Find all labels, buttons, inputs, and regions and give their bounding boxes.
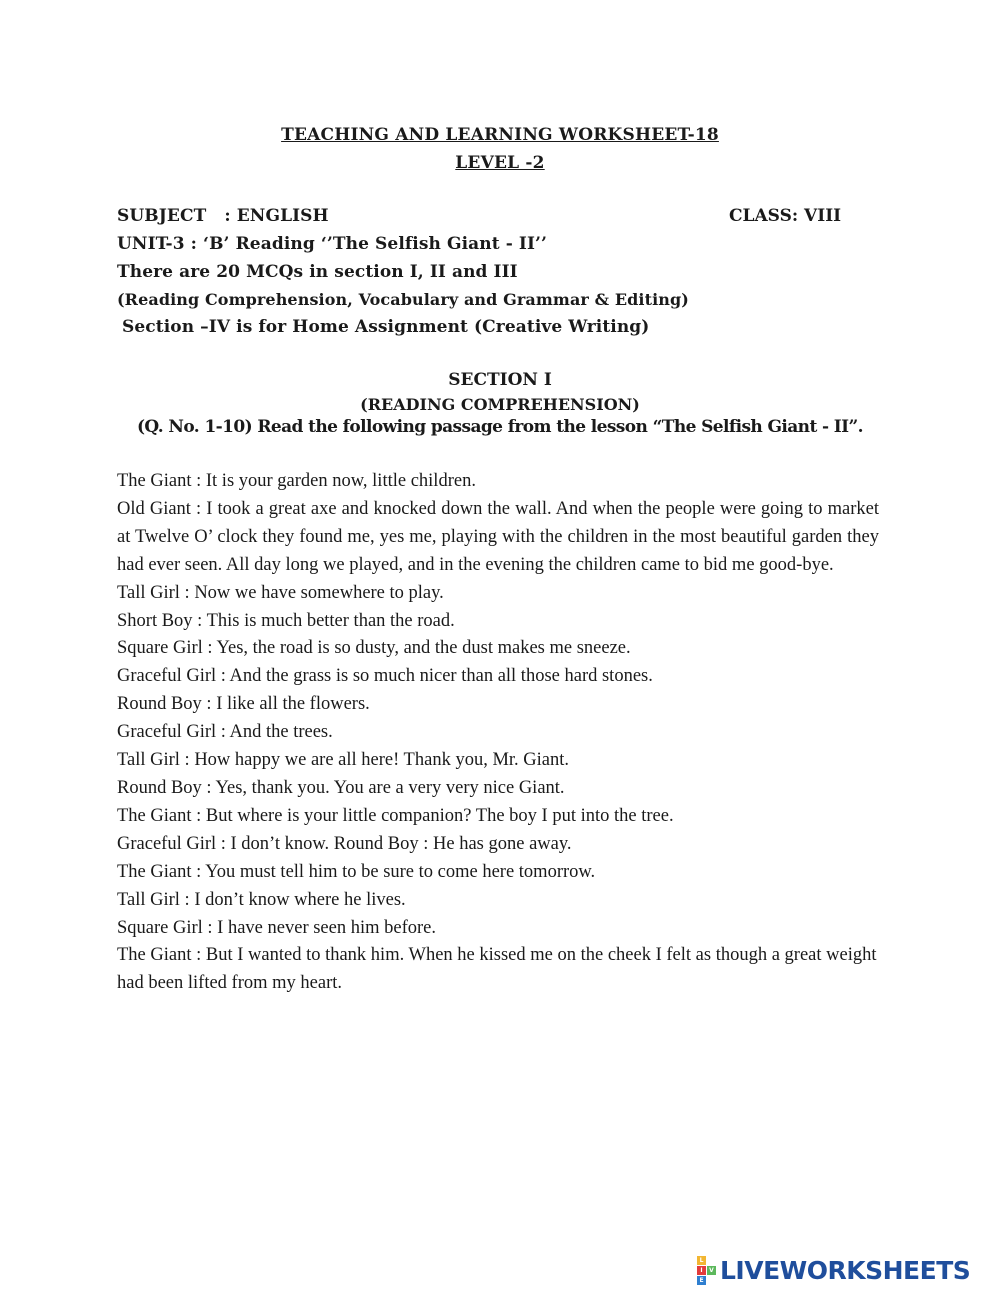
passage-line: Tall Girl : I don’t know where he lives. <box>117 889 406 910</box>
passage-line: Old Giant : I took a great axe and knocked down the wall. And when the people were going to market at Twelve O’ clock they found me, yes me, playing with the children in the most beautiful garden they had ever seen. All day long we played, and in the evening the children came to bid me good-bye. <box>117 498 879 575</box>
passage-line: The Giant : But I wanted to thank him. When he kissed me on the cheek I felt as though a great weight had been lifted from my heart. <box>117 945 877 994</box>
section-title: SECTION I <box>448 370 552 390</box>
section-subtitle: (READING COMPREHENSION) <box>360 395 640 414</box>
liveworksheets-logo-icon <box>697 1256 716 1285</box>
logo-letter: L <box>697 1256 706 1265</box>
passage-line: Round Boy : I like all the flowers. <box>117 694 370 715</box>
logo-text: LIVEWORKSHEETS <box>720 1255 971 1285</box>
section-iv-note: Section –IV is for Home Assignment (Creative Writing) <box>122 317 650 337</box>
passage-line: Tall Girl : Now we have somewhere to play. <box>117 582 444 603</box>
passage-line: Square Girl : Yes, the road is so dusty, and the dust makes me sneeze. <box>117 638 631 659</box>
passage-line: Short Boy : This is much better than the road. <box>117 610 455 631</box>
passage-line: Tall Girl : How happy we are all here! Thank you, Mr. Giant. <box>117 750 570 771</box>
logo-letter: V <box>707 1266 716 1275</box>
passage-line: The Giant : But where is your little companion? The boy I put into the tree. <box>117 805 674 826</box>
passage-line: Graceful Girl : And the grass is so much nicer than all those hard stones. <box>117 666 653 687</box>
subject-line <box>117 206 329 226</box>
class-label: CLASS: VIII <box>729 206 842 226</box>
section-instruction: (Q. No. 1-10) Read the following passage from the lesson “The Selfish Giant - II”. <box>136 417 863 437</box>
passage-line: The Giant : You must tell him to be sure to come here tomorrow. <box>117 861 596 882</box>
sections-list: (Reading Comprehension, Vocabulary and Grammar & Editing) <box>117 290 689 309</box>
level-label: LEVEL -2 <box>455 153 545 173</box>
unit-line: UNIT-3 : ‘B’ Reading ‘’The Selfish Giant - II’’ <box>117 234 548 254</box>
logo-letter: I <box>697 1266 706 1275</box>
logo-letter: E <box>697 1276 706 1285</box>
passage-line: Square Girl : I have never seen him before. <box>117 917 436 938</box>
passage-line: Graceful Girl : I don’t know. Round Boy : He has gone away. <box>117 833 572 854</box>
passage-line: Graceful Girl : And the trees. <box>117 722 333 743</box>
subject-label: SUBJECT <box>117 206 207 226</box>
reading-passage <box>117 468 879 998</box>
subject-value: : ENGLISH <box>224 206 329 226</box>
passage-line: Round Boy : Yes, thank you. You are a very very nice Giant. <box>117 777 565 798</box>
passage-line: The Giant : It is your garden now, little children. <box>117 471 476 491</box>
mcq-note: There are 20 MCQs in section I, II and III <box>117 262 518 282</box>
worksheet-title: TEACHING AND LEARNING WORKSHEET-18 <box>281 125 719 145</box>
liveworksheets-logo[interactable] <box>697 1256 970 1284</box>
